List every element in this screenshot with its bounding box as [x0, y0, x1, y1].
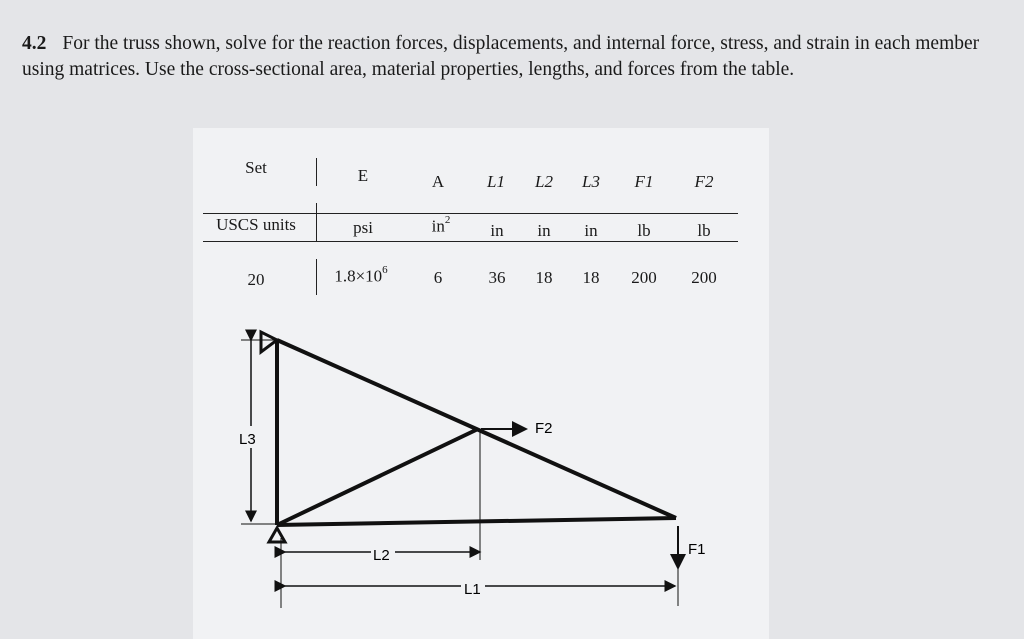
header-A: A — [431, 172, 445, 191]
inner-diagonal-member — [277, 429, 478, 525]
bottom-chord-member — [277, 518, 676, 525]
bottom-pin-support-icon — [269, 528, 285, 542]
value-F2: 200 — [691, 268, 717, 287]
value-L2: 18 — [535, 268, 553, 287]
L3-label: L3 — [239, 431, 256, 448]
header-F1: F1 — [634, 172, 654, 191]
value-set: 20 — [247, 270, 265, 289]
header-F2: F2 — [694, 172, 714, 191]
header-E: E — [357, 166, 369, 185]
L1-label: L1 — [464, 581, 481, 598]
problem-statement — [22, 31, 997, 83]
units-L2: in — [537, 221, 551, 240]
header-set: Set — [245, 158, 267, 177]
units-L1: in — [490, 221, 504, 240]
units-F1: lb — [637, 221, 651, 240]
units-E: psi — [353, 218, 373, 237]
problem-number: 4.2 — [22, 33, 47, 54]
top-roller-support-icon — [261, 332, 277, 352]
L2-label: L2 — [373, 547, 390, 564]
figure-panel — [193, 128, 769, 639]
units-label: USCS units — [216, 215, 296, 234]
truss-diagram — [193, 128, 769, 639]
header-L2: L2 — [535, 172, 553, 191]
value-A: 6 — [433, 268, 443, 287]
F2-label: F2 — [535, 420, 553, 437]
header-L3: L3 — [582, 172, 600, 191]
value-F1: 200 — [631, 268, 657, 287]
units-F2: lb — [697, 221, 711, 240]
units-L3: in — [584, 221, 598, 240]
problem-text: For the truss shown, solve for the reaction forces, displacements, and internal force, stress, and strain in each member using matrices. Use the cross-sectional area, material properties, lengths, and forces from the table. — [22, 33, 980, 80]
units-A: $in^2$ — [431, 214, 451, 236]
F1-label: F1 — [688, 541, 706, 558]
value-L3: 18 — [582, 268, 600, 287]
value-E: $1.8\times 10^6$ — [334, 264, 388, 286]
header-L1: L1 — [487, 172, 505, 191]
value-L1: 36 — [488, 268, 506, 287]
